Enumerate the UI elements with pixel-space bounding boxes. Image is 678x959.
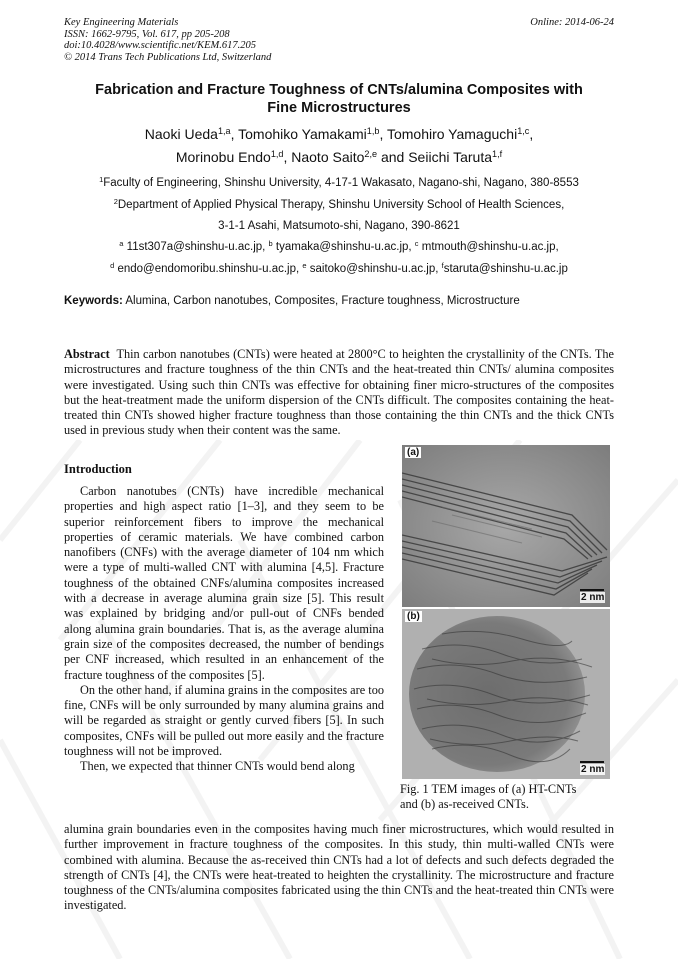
title-line-2: Fine Microstructures xyxy=(267,100,411,116)
author-name: Naoto Saito xyxy=(291,149,365,165)
paper-title xyxy=(40,81,638,117)
intro-column xyxy=(64,484,384,775)
author-sup: 1,b xyxy=(366,126,380,136)
journal-header xyxy=(64,17,271,63)
intro-paragraph-1: Carbon nanotubes (CNTs) have incredible mechanical properties and high aspect ratio [1–3], and they seem to be superior reinforcement fibers to improve the mechanical properties of ceramic materials. We have combined carbon nanofibers (CNFs) with the average diameter of 104 nm which were a type of multi-walled CNT with alumina [4,5]. Fracture toughness of the obtained CNFs/alumina composites increased with a decrease in average alumina grain size [5]. This result was explained by bridging and/or pull-out of CNFs bended along alumina grain boundaries. That is, as the average alumina grain size of the composites decreased, the number of bendings per CNF increased, which resulted in an enhancement of the fracture toughness of the composites [5]. xyxy=(64,484,384,682)
tem-b-graphic xyxy=(402,609,610,779)
author-sep: , xyxy=(283,149,292,165)
email-sup: a xyxy=(119,238,124,248)
caption-line-1: Fig. 1 TEM images of (a) HT-CNTs xyxy=(400,782,577,796)
intro-paragraph-2: On the other hand, if alumina grains in the composites are too fine, CNFs will be only surrounded by many alumina grains and will be regarded as straight or gently curved fibers [5]. In such composites, CNFs will be pulled out more easily and the fracture toughness will not be improved. xyxy=(64,682,384,759)
keywords xyxy=(64,295,520,307)
caption-line-2: and (b) as-received CNTs. xyxy=(400,797,529,811)
scale-bar-b xyxy=(580,761,604,763)
title-line-1: Fabrication and Fracture Toughness of CNTs/alumina Composites with xyxy=(95,82,583,98)
copyright: © 2014 Trans Tech Publications Ltd, Switzerland xyxy=(64,51,272,63)
figure-caption xyxy=(400,782,614,812)
author-name: Tomohiko Yamakami xyxy=(238,126,367,142)
author-name: Naoki Ueda xyxy=(144,126,218,142)
affiliation-text: Faculty of Engineering, Shinshu University, 4-17-1 Wakasato, Nagano-shi, Nagano, 380-8553 xyxy=(103,177,579,189)
author-sup: 1,f xyxy=(492,149,503,159)
email-link[interactable]: tyamaka@shinshu-u.ac.jp, xyxy=(275,241,415,253)
journal-name: Key Engineering Materials xyxy=(64,17,179,28)
affiliation-2-address: 3-1-1 Asahi, Matsumoto-shi, Nagano, 390-8621 xyxy=(218,220,460,232)
email-link[interactable]: saitoko@shinshu-u.ac.jp, xyxy=(309,263,442,275)
email-sup: c xyxy=(414,238,419,248)
author-name: Morinobu Endo xyxy=(175,149,271,165)
intro-paragraph-3-start: Then, we expected that thinner CNTs would bend along xyxy=(80,759,355,774)
authors-line-1 xyxy=(40,126,638,143)
abstract xyxy=(64,347,614,439)
scale-label-a: 2 nm xyxy=(581,592,605,603)
author-name: Seiichi Taruta xyxy=(408,149,493,165)
introduction-heading: Introduction xyxy=(64,462,132,476)
tem-image-b xyxy=(402,609,610,779)
affiliation-sup: 2 xyxy=(113,196,118,206)
panel-label-a: (a) xyxy=(407,447,420,458)
affiliation-text: Department of Applied Physical Therapy, Shinshu University School of Health Sciences, xyxy=(117,199,565,211)
keywords-text: Alumina, Carbon nanotubes, Composites, Fracture toughness, Microstructure xyxy=(122,295,520,307)
email-link[interactable]: endo@endomoribu.shinshu-u.ac.jp, xyxy=(117,263,303,275)
author-sep: , xyxy=(529,126,534,142)
authors-line-2 xyxy=(40,149,638,166)
tem-a-graphic xyxy=(402,445,610,607)
author-sup: 2,e xyxy=(364,149,378,159)
author-sup: 1,a xyxy=(217,126,231,136)
author-sep: , xyxy=(379,126,387,142)
panel-label-b: (b) xyxy=(407,611,420,622)
email-link[interactable]: mtmouth@shinshu-u.ac.jp, xyxy=(421,241,559,253)
emails-line-1 xyxy=(30,240,648,254)
affiliation-1 xyxy=(30,176,648,190)
author-sep: , xyxy=(230,126,239,142)
keywords-label: Keywords: xyxy=(64,295,123,307)
affiliation-2 xyxy=(30,198,648,212)
issn: ISSN: 1662-9795, Vol. 617, pp 205-208 xyxy=(64,28,230,40)
author-sup: 1,d xyxy=(270,149,284,159)
email-link[interactable]: staruta@shinshu-u.ac.jp xyxy=(443,263,568,275)
figure-1 xyxy=(402,445,610,817)
author-sep: and xyxy=(377,149,409,165)
abstract-text: Thin carbon nanotubes (CNTs) were heated at 2800°C to heighten the crystallinity of the CNTs. The microstructures and fracture toughness of the thin CNTs and the heat-treated thin CNTs/ alumina composites were investigated. Using such thin CNTs was effective for obtaining finer micro-structures of the composites but the heat-treatment made the uniform dispersion of the CNTs difficult. The composites containing the heat-treated thin CNTs showed higher fracture toughness than those containing the thin CNTs and the thick CNTs used in previous study when their content was the same. xyxy=(64,347,615,438)
online-date: Online: 2014-06-24 xyxy=(530,17,614,28)
affiliation-sup: 1 xyxy=(99,174,104,184)
email-sup: d xyxy=(110,260,115,270)
doi: doi:10.4028/www.scientific.net/KEM.617.205 xyxy=(64,40,256,51)
email-sup: b xyxy=(268,238,273,248)
scale-label-b: 2 nm xyxy=(581,764,605,775)
abstract-label: Abstract xyxy=(64,347,110,361)
tem-image-a xyxy=(402,445,610,607)
email-link[interactable]: 11st307a@shinshu-u.ac.jp, xyxy=(126,241,269,253)
email-sup: f xyxy=(441,260,444,270)
intro-paragraph-3-rest: alumina grain boundaries even in the composites having much finer microstructures, which would resulted in further improvement in fracture toughness of the composites. In this study, thin multi-walled CNTs were combined with alumina. Because the as-received thin CNTs had a lot of defects and such defects degraded the strength of CNTs [4], the CNTs were heat-treated to heighten the crystallinity. The microstructure and fracture toughness of the CNTs/alumina composites fabricated using the thin CNTs and the heat-treated thin CNTs were investigated. xyxy=(64,822,614,913)
email-sup: e xyxy=(302,260,307,270)
emails-line-2 xyxy=(30,262,648,276)
author-sup: 1,c xyxy=(517,126,530,136)
author-name: Tomohiro Yamaguchi xyxy=(386,126,518,142)
scale-bar-a xyxy=(580,589,604,591)
